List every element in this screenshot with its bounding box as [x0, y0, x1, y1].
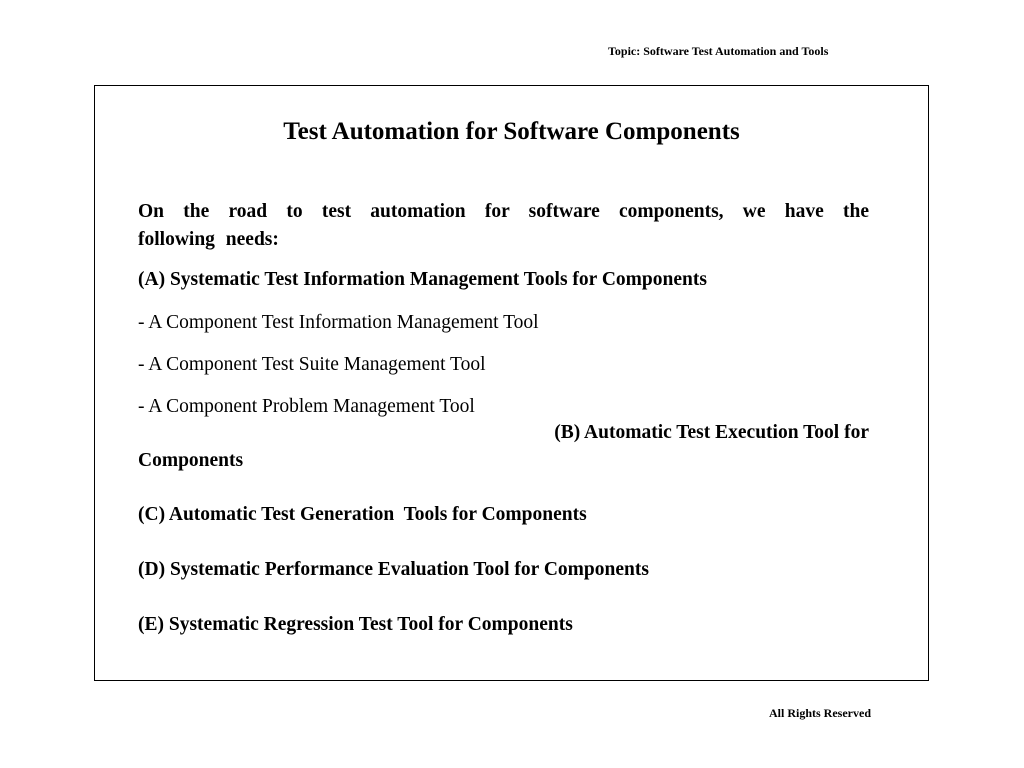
- section-e-heading: (E) Systematic Regression Test Tool for Components: [138, 614, 573, 635]
- section-a-item: - A Component Test Suite Management Tool: [138, 354, 486, 375]
- header-topic: Topic: Software Test Automation and Tools: [608, 44, 829, 58]
- slide-frame: [94, 85, 929, 681]
- intro-paragraph: [138, 198, 869, 254]
- intro-line-2: following needs:: [138, 229, 279, 250]
- section-b-heading-line1: (B) Automatic Test Execution Tool for: [554, 422, 869, 443]
- footer-rights: All Rights Reserved: [769, 706, 871, 720]
- section-c-heading: (C) Automatic Test Generation Tools for Components: [138, 504, 587, 525]
- intro-line-1: On the road to test automation for software components, we have the: [138, 201, 869, 222]
- section-a-item: - A Component Problem Management Tool: [138, 396, 475, 417]
- section-b-heading-line2: Components: [138, 450, 244, 471]
- section-d-heading: (D) Systematic Performance Evaluation Tool for Components: [138, 559, 649, 580]
- slide-title: Test Automation for Software Components: [283, 118, 740, 145]
- section-a-item: - A Component Test Information Management Tool: [138, 312, 539, 333]
- section-a-heading: (A) Systematic Test Information Management Tools for Components: [138, 269, 707, 290]
